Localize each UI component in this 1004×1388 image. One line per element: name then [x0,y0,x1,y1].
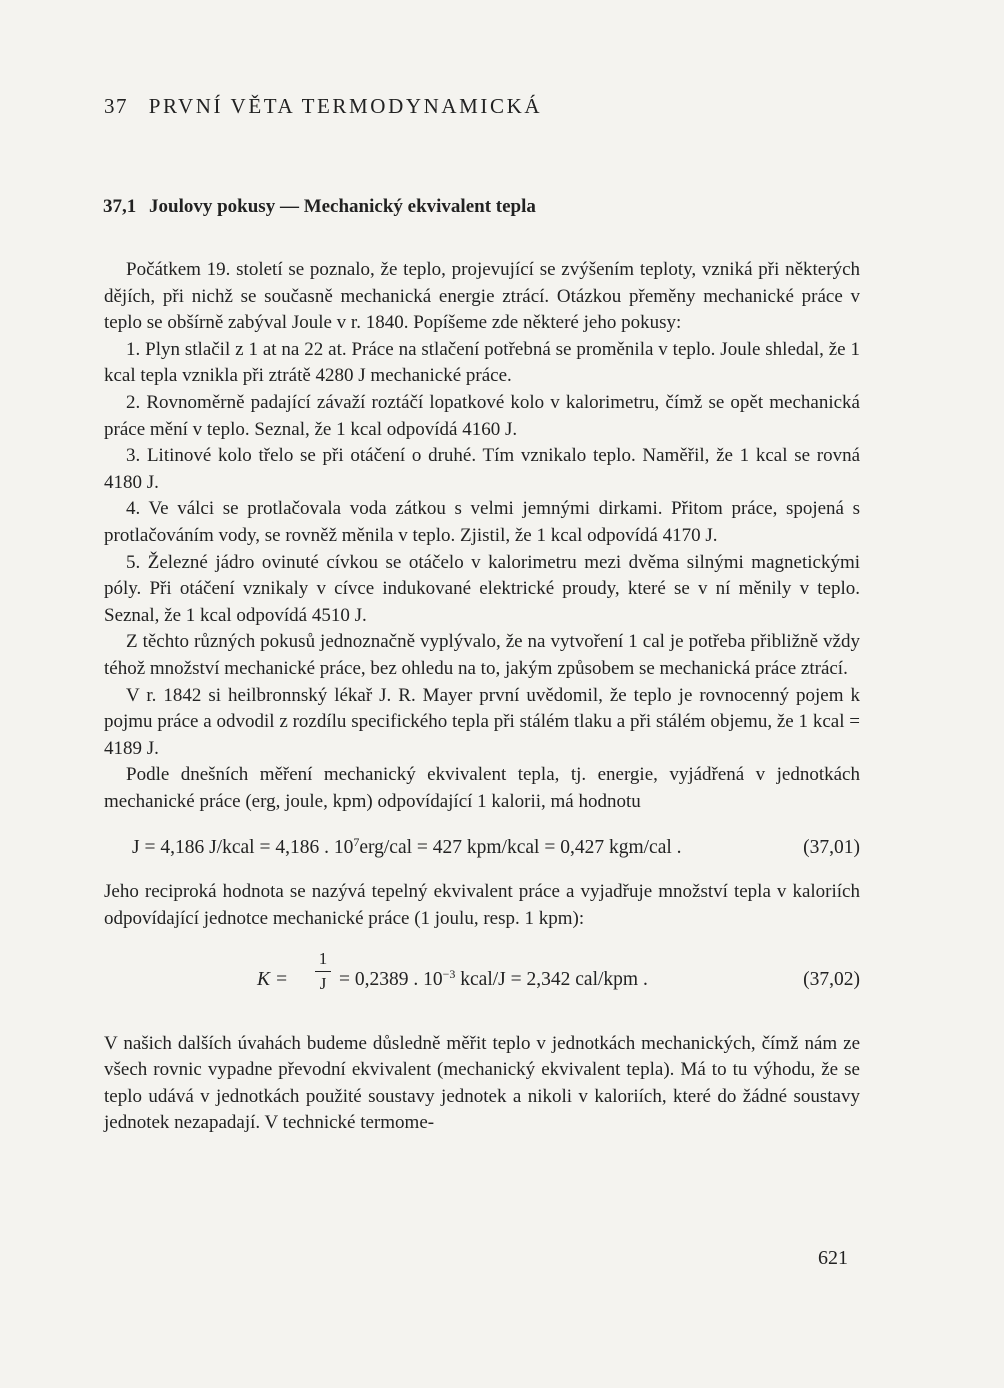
paragraph-final: V našich dalších úvahách budeme důsledně měřit teplo v jednotkách mechanických, čímž nám ze všech rovnic vypadne převodní ekvivalent (mechanický ekvivalent tepla). Má to tu výhodu, že se teplo udává v jednotkách použité soustavy jednotek a nikoli v kaloriích, které do žádné soustavy jednotek nezapadají. V technické termome- [104,1032,860,1134]
equation-label: (37,01) [803,837,860,859]
equation-body [132,835,682,862]
section-title: Joulovy pokusy — Mechanický ekvivalent tepla [149,196,536,217]
equation-exponent: −3 [442,966,456,981]
equation-part: J = 4,186 J/kcal = 4,186 . 10 [132,837,354,859]
equation-part: = 0,2389 . 10 [339,968,443,990]
equation-exponent: 7 [353,835,360,850]
paragraph-measurement: Podle dnešních měření mechanický ekvivalent tepla, tj. energie, vyjádřená v jednotkách mechanické práce (erg, joule, kpm) odpovídající 1 kalorii, má hodnotu [104,764,860,812]
fraction-bar [315,971,331,972]
fraction-denominator: J [319,973,327,993]
paragraph-mayer: V r. 1842 si heilbronnský lékař J. R. Mayer první uvědomil, že teplo je rovnocenný pojem k pojmu práce a odvodil z rozdílu specifického tepla při stálém tlaku a při stálém objemu, že 1 kcal = 4189 J. [104,684,860,759]
equation-37-01 [104,821,860,873]
paragraph-experiment-5: 5. Železné jádro ovinuté cívkou se otáčelo v kalorimetru mezi dvěma silnými magnetickými póly. Při otáčení vznikaly v cívce indukované elektrické proudy, které se v ní měnily v teplo. Seznal, že 1 kcal odpovídá 4510 J. [104,551,860,626]
paragraph-intro: Počátkem 19. století se poznalo, že teplo, projevující se zvýšením teploty, vzniká při některých dějích, při nichž se současně mechanická energie ztrácí. Otázkou přeměny mechanické práce v teplo se obšírně zabýval Joule v r. 1840. Popíšeme zde některé jeho pokusy: [104,259,860,334]
equation-rhs [339,967,648,994]
body-text [104,257,860,1137]
equation-37-02 [104,937,860,1019]
chapter-number: 37 [104,94,128,118]
paragraph-conclusion: Z těchto různých pokusů jednoznačně vyplývalo, že na vytvoření 1 cal je potřeba přibližně vždy téhož množství mechanické práce, bez ohledu na to, jakým způsobem se mechanická práce ztrácí. [104,631,860,679]
paragraph-experiment-4: 4. Ve válci se protlačovala voda zátkou s velmi jemnými dirkami. Přitom práce, spojená s protlačováním vody, se rovněž měnila v teplo. Zjistil, že 1 kcal odpovídá 4170 J. [104,498,860,546]
paragraph-experiment-2: 2. Rovnoměrně padající závaží roztáčí lopatkové kolo v kalorimetru, čímž se opět mechanická práce mění v teplo. Seznal, že 1 kcal odpovídá 4160 J. [104,391,860,440]
chapter-title: PRVNÍ VĚTA TERMODYNAMICKÁ [148,94,543,118]
paragraph-experiment-3: 3. Litinové kolo třelo se při otáčení o druhé. Tím vznikalo teplo. Naměřil, že 1 kcal se rovná 4180 J. [104,445,860,493]
fraction [315,949,331,994]
paragraph-experiment-1: 1. Plyn stlačil z 1 at na 22 at. Práce na stlačení potřebná se proměnila v teplo. Joule shledal, že 1 kcal tepla vznikla při ztrátě 4280 J mechanické práce. [104,338,860,387]
paragraph-reciprocal: Jeho reciproká hodnota se nazývá tepelný ekvivalent práce a vyjadřuje množství tepla v kaloriích odpovídající jednotce mechanické práce (1 joulu, resp. 1 kpm): [104,881,860,930]
equation-lhs: K = [257,968,289,990]
section-number: 37,1 [103,196,137,217]
fraction-numerator: 1 [318,948,328,968]
equation-part: kcal/J = 2,342 cal/kpm . [460,968,648,990]
chapter-heading [104,94,542,119]
page-number: 621 [818,1247,848,1269]
equation-label: (37,02) [803,968,860,990]
equation-part: erg/cal = 427 kpm/kcal = 0,427 kgm/cal . [359,837,682,859]
section-heading [103,196,536,218]
